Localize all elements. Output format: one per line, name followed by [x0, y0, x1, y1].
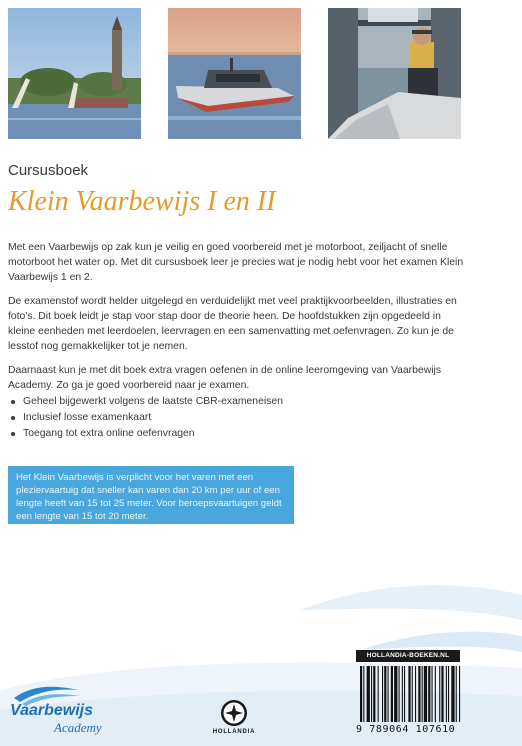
- barcode-bar: [360, 666, 362, 722]
- barcode-bar: [422, 666, 423, 722]
- barcode-bar: [418, 666, 420, 722]
- info-box: Het Klein Vaarbewijs is verplicht voor het varen met een pleziervaartuig dat sneller kan varen dan 20 km per uur of een lengte heeft van 15 tot 25 meter. Voor beroepsvaartuigen geldt een lengte van 15 tot 20 meter.: [8, 466, 294, 524]
- barcode-bar: [391, 666, 393, 722]
- barcode-bar: [382, 666, 383, 722]
- barcode-bar: [415, 666, 416, 722]
- barcode-bar: [402, 666, 403, 722]
- barcode-bar: [448, 666, 449, 722]
- barcode-bar: [384, 666, 386, 722]
- feature-item: Geheel bijgewerkt volgens de laatste CBR-exameneisen: [8, 394, 408, 410]
- barcode-bar: [424, 666, 427, 722]
- brand-name: Vaarbewijs: [10, 702, 94, 719]
- publisher-name: HOLLANDIA: [212, 729, 256, 735]
- harbor-town-photo: [8, 8, 141, 139]
- barcode-bar: [456, 666, 457, 722]
- compass-rose-icon: [219, 698, 249, 728]
- website-label: HOLLANDIA-BOEKEN.NL: [356, 650, 460, 662]
- intro-text: [8, 240, 466, 402]
- vaarbewijs-academy-logo: [6, 680, 126, 740]
- feature-item: Toegang tot extra online oefenvragen: [8, 426, 408, 442]
- feature-list: [8, 394, 408, 442]
- barcode-bar: [367, 666, 370, 722]
- barcode-bar: [412, 666, 413, 722]
- isbn-barcode: [356, 666, 514, 722]
- barcode-bar: [428, 666, 430, 722]
- barcode-bar: [446, 666, 447, 722]
- barcode-bar: [378, 666, 379, 722]
- barcode-bar: [408, 666, 410, 722]
- boat-sunset-photo: [168, 8, 301, 139]
- barcode-bar: [373, 666, 375, 722]
- lock-skipper-photo: [328, 8, 461, 139]
- barcode-bar: [394, 666, 397, 722]
- book-subtitle: Cursusboek: [8, 162, 89, 179]
- barcode-bar: [439, 666, 440, 722]
- isbn-number: 9 789064 107610: [356, 724, 456, 735]
- barcode-bar: [451, 666, 454, 722]
- intro-paragraph-1: Met een Vaarbewijs op zak kun je veilig en goed voorbereid met je motorboot, zeiljacht of snelle motorboot het water op. Met dit cursusboek leer je precies wat je nodig hebt voor het examen Klein Vaarbewijs 1 en 2.: [8, 242, 464, 283]
- barcode-bar: [459, 666, 460, 722]
- book-title: Klein Vaarbewijs I en II: [8, 186, 276, 217]
- barcode-bar: [371, 666, 372, 722]
- barcode-bar: [388, 666, 389, 722]
- barcode-area: [356, 650, 514, 740]
- barcode-bar: [441, 666, 443, 722]
- feature-item: Inclusief losse examenkaart: [8, 410, 408, 426]
- barcode-bar: [399, 666, 400, 722]
- brand-subname: Academy: [54, 720, 102, 735]
- barcode-bar: [404, 666, 405, 722]
- intro-paragraph-3: Daarnaast kun je met dit boek extra vragen oefenen in de online leeromgeving van Vaarbewijs Academy. Zo ga je goed voorbereid naar je examen.: [8, 365, 442, 391]
- intro-paragraph-2: De examenstof wordt helder uitgelegd en verduidelijkt met veel praktijkvoorbeelden, illustraties en foto's. Dit boek leidt je stap voor stap door de theorie heen. De hoofdstukken zijn opgedeeld in kleine eenheden met leerdoelen, leervragen en een samenvatting met oefenvragen. Zo kun je de lesstof nog gemakkelijker tot je nemen.: [8, 296, 457, 352]
- barcode-bar: [432, 666, 433, 722]
- hollandia-logo: [212, 698, 256, 744]
- barcode-bar: [435, 666, 436, 722]
- barcode-bar: [363, 666, 364, 722]
